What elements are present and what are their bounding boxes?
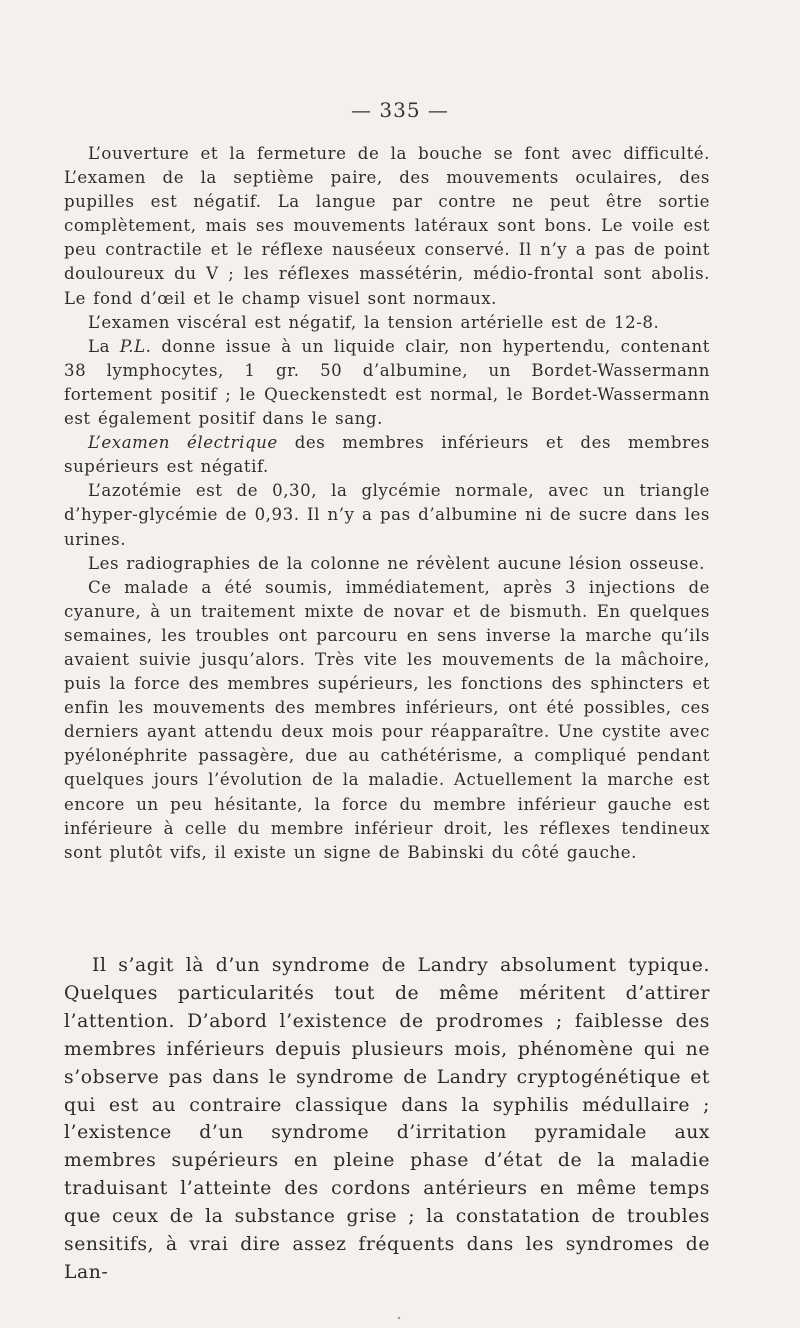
case-report-text <box>64 142 710 865</box>
text-run: donne issue à un liquide clair, non hypertendu, contenant 38 lymphocytes, 1 gr. 50 d’albumine, un Bordet-Wassermann fortement positif ; le Queckenstedt est normal, le Bordet-Wassermann est également positif dans le sang. <box>64 336 710 429</box>
page-number: — 335 — <box>351 98 449 122</box>
text-run: Ce malade a été soumis, immédiatement, après 3 injections de cyanure, à un traitement mixte de novar et de bismuth. En quelques semaines, les troubles ont parcouru en sens inverse la marche qu’ils avaient suivie jusqu’alors. Très vite les mouvements de la mâchoire, puis la force des membres supérieurs, les fonctions des sphincters et enfin les mouvements des membres inférieurs, ont été possibles, ces derniers ayant attendu deux mois pour réapparaître. Une cystite avec pyélonéphrite passagère, due au cathétérisme, a compliqué pendant quelques jours l’évolution de la maladie. Actuellement la marche est encore un peu hésitante, la force du membre inférieur gauche est inférieure à celle du membre inférieur droit, les réflexes tendineux sont plutôt vifs, il existe un signe de Babinski du côté gauche. <box>64 577 710 862</box>
paragraph <box>64 576 710 865</box>
paper-speck <box>398 1317 400 1319</box>
paragraph <box>64 552 710 576</box>
paragraph <box>64 431 710 479</box>
text-run: La <box>88 336 120 356</box>
paragraph <box>64 311 710 335</box>
text-run: L’azotémie est de 0,30, la glycémie normale, avec un triangle d’hyper-glycémie de 0,93. Il n’y a pas d’albumine ni de sucre dans les urines. <box>64 481 710 549</box>
discussion-text <box>64 952 710 1287</box>
italic-text: P.L. <box>119 336 152 356</box>
paragraph <box>64 142 710 311</box>
text-run: des membres inférieurs et des membres supérieurs est négatif. <box>64 433 710 477</box>
text-run: L’examen viscéral est négatif, la tension artérielle est de 12-8. <box>88 312 660 332</box>
text-run: L’ouverture et la fermeture de la bouche se font avec difficulté. L’examen de la septième paire, des mouvements oculaires, des pupilles est négatif. La langue par contre ne peut être sortie complètement, mais ses mouvements latéraux sont bons. Le voile est peu contractile et le réflexe nauséeux conservé. Il n’y a pas de point douloureux du V ; les réflexes massétérin, médio-frontal sont abolis. Le fond d’œil et le champ visuel sont normaux. <box>64 144 710 308</box>
paragraph <box>64 479 710 551</box>
text-run: Il s’agit là d’un syndrome de Landry absolument typique. Quelques particularités tout de même méritent d’attirer l’attention. D’abord l’existence de prodromes ; faiblesse des membres inférieurs depuis plusieurs mois, phénomène qui ne s’observe pas dans le syndrome de Landry cryptogénétique et qui est au contraire classique dans la syphilis médullaire ; l’existence d’un syndrome d’irritation pyramidale aux membres supérieurs en pleine phase d’état de la maladie traduisant l’atteinte des cordons antérieurs en même temps que ceux de la substance grise ; la constatation de troubles sensitifs, à vrai dire assez fréquents dans les syndromes de Lan- <box>64 955 710 1283</box>
paragraph <box>64 335 710 431</box>
italic-text: L’examen électrique <box>88 433 278 453</box>
text-run: Les radiographies de la colonne ne révèlent aucune lésion osseuse. <box>88 553 705 573</box>
paragraph <box>64 952 710 1287</box>
